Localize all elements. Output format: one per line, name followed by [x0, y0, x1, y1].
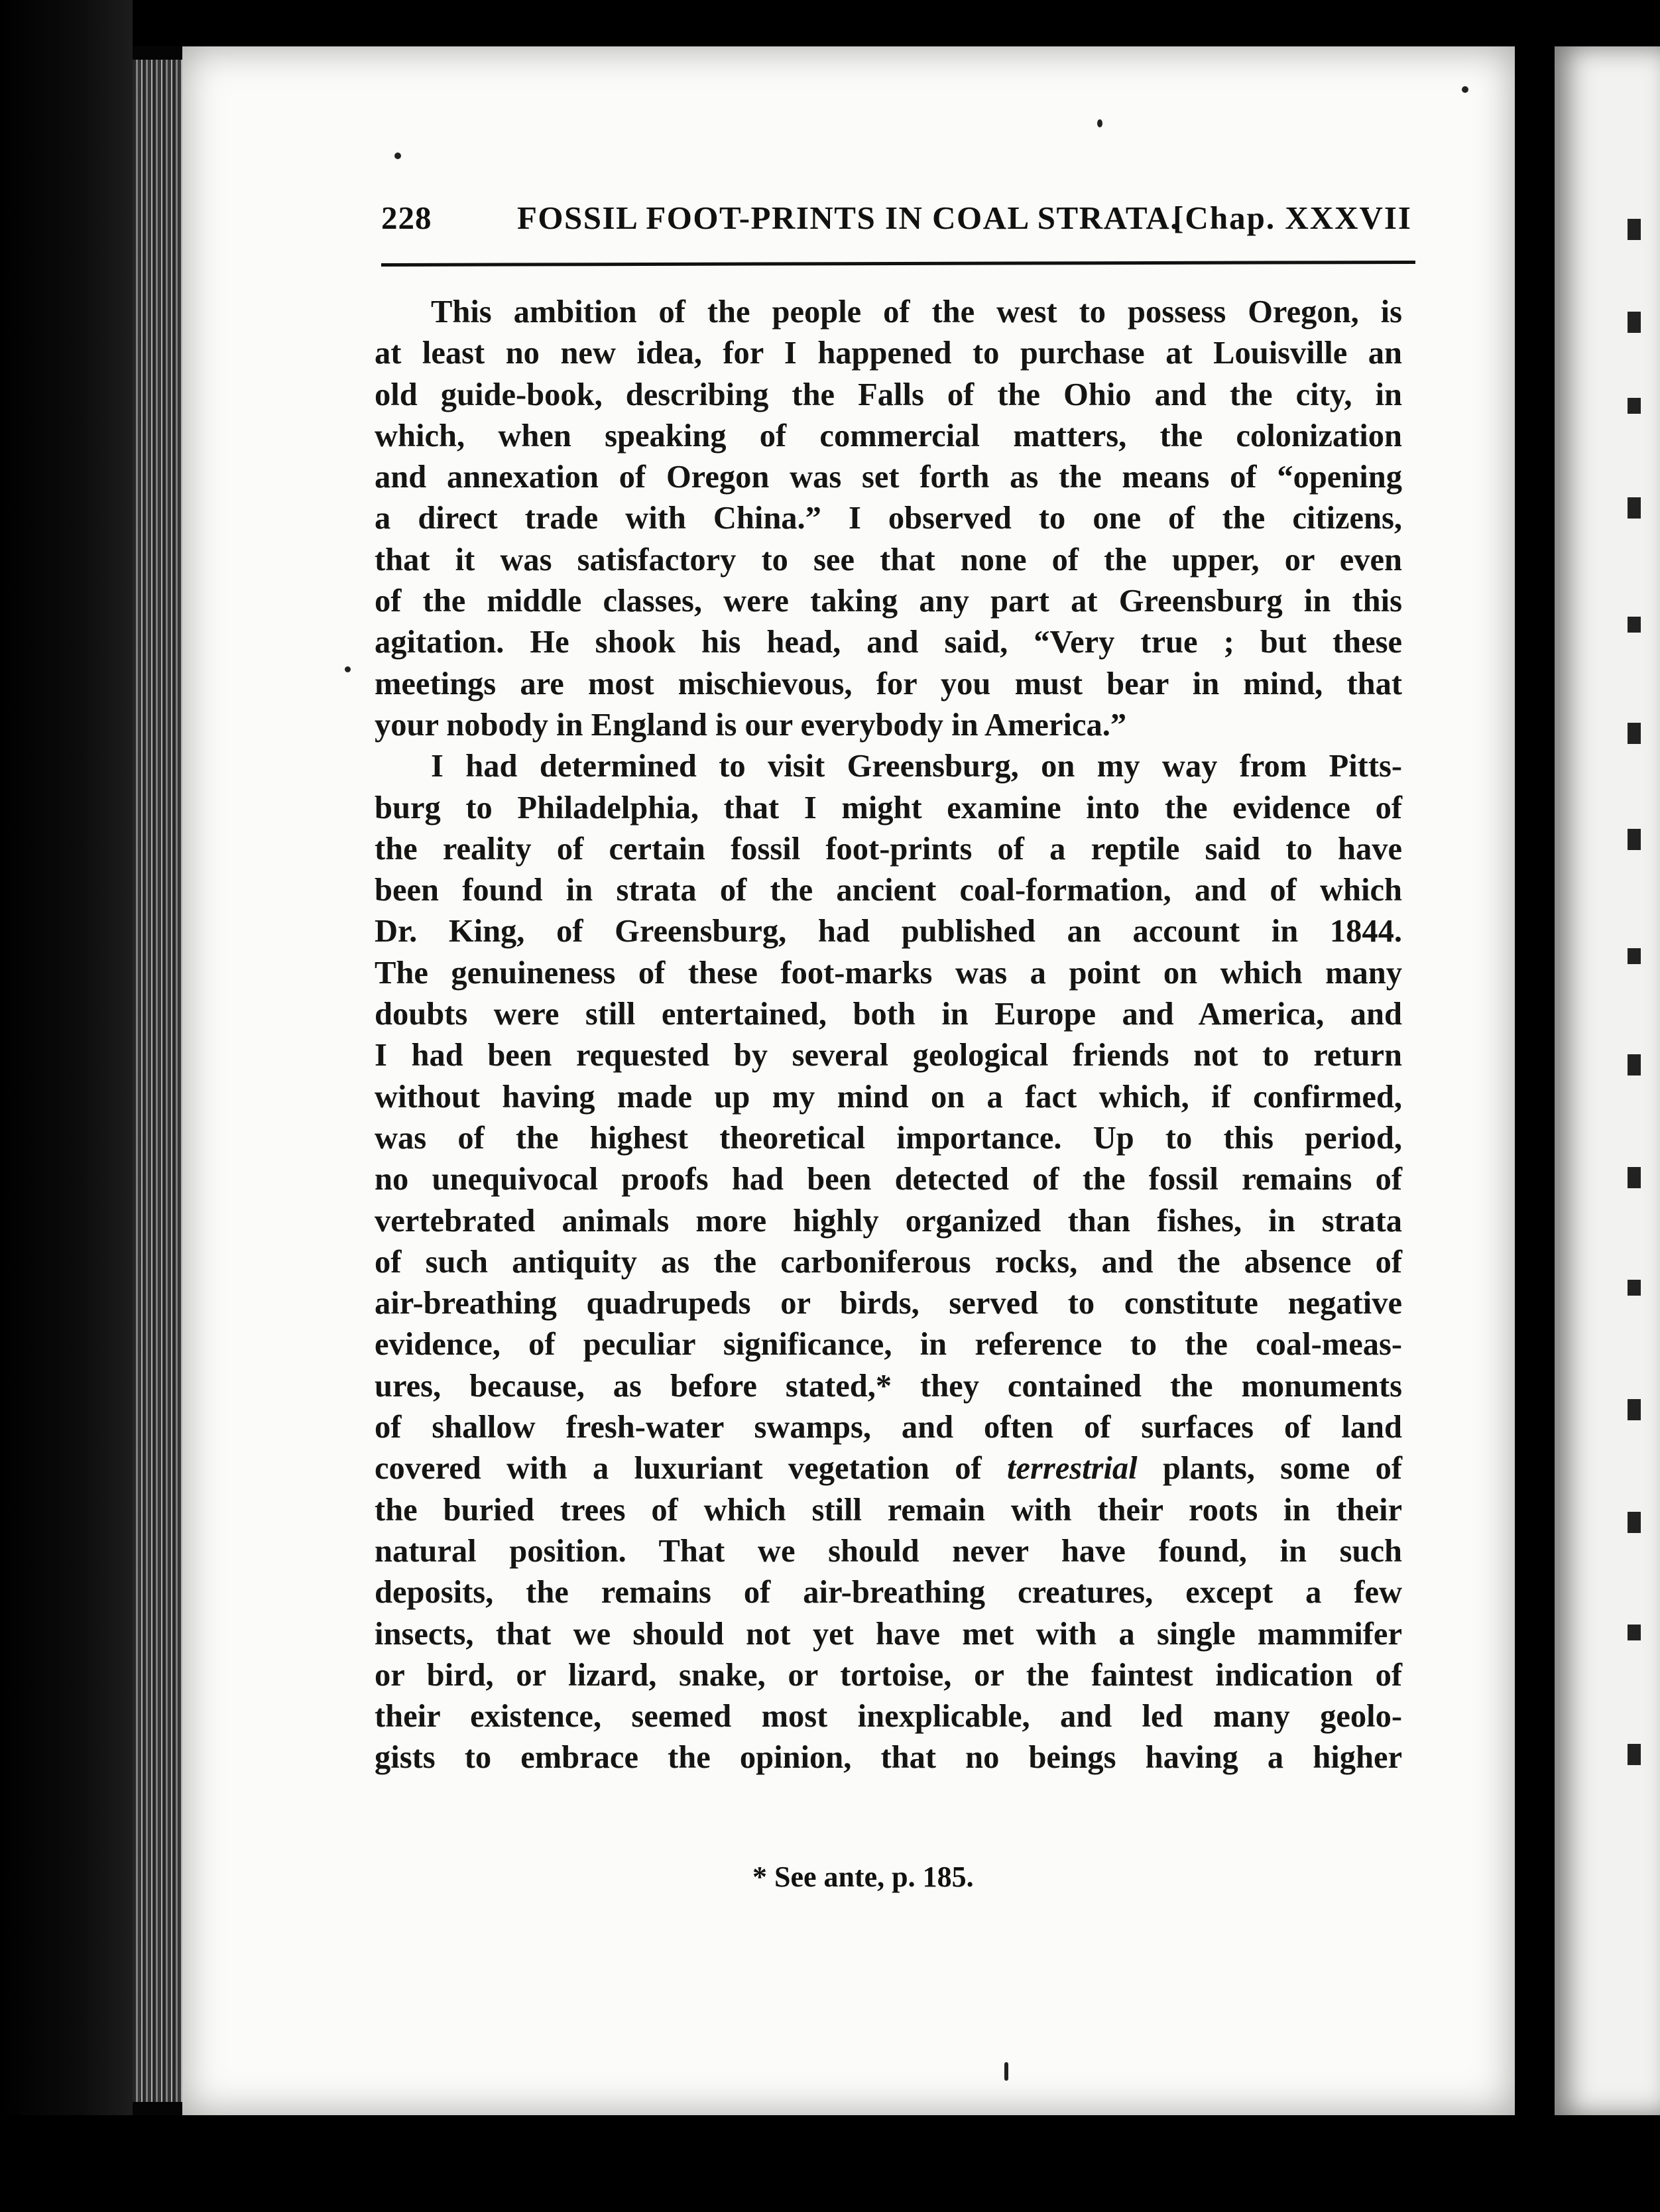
- text-line: that it was satisfactory to see that none of the upper, or even: [375, 542, 1402, 578]
- page-number: 228: [381, 200, 432, 236]
- text-line: air-breathing quadrupeds or birds, served to constitute negative: [375, 1286, 1402, 1321]
- running-header: [381, 199, 1412, 252]
- text-line: ures, because, as before stated,* they contained the monuments: [375, 1368, 1402, 1404]
- body-text: [375, 292, 1402, 1779]
- text-line: The genuineness of these foot-marks was a point on which many: [375, 955, 1402, 991]
- text-line: their existence, seemed most inexplicable, and led many geolo-: [375, 1699, 1402, 1735]
- text-line: Dr. King, of Greensburg, had published an account in 1844.: [375, 914, 1402, 950]
- text-line: This ambition of the people of the west to possess Oregon, is: [431, 294, 1402, 330]
- text-line: covered with a luxuriant vegetation of terrestrial plants, some of: [375, 1451, 1402, 1487]
- text-line: the buried trees of which still remain with their roots in their: [375, 1492, 1402, 1528]
- text-line: deposits, the remains of air-breathing creatures, except a few: [375, 1575, 1402, 1611]
- text-line: and annexation of Oregon was set forth as the means of “opening: [375, 460, 1402, 495]
- text-line: which, when speaking of commercial matters, the colonization: [375, 418, 1402, 454]
- text-line: your nobody in England is our everybody in America.”: [375, 707, 1127, 743]
- text-line: meetings are most mischievous, for you must bear in mind, that: [375, 666, 1402, 702]
- facing-page-letter-fragments: [1628, 219, 1654, 1876]
- text-line: at least no new idea, for I happened to purchase at Louisville an: [375, 336, 1402, 371]
- text-line: doubts were still entertained, both in Europe and America, and: [375, 997, 1402, 1032]
- film-border-bottom: [0, 2115, 1660, 2212]
- text-line: agitation. He shook his head, and said, “Very true ; but these: [375, 625, 1402, 660]
- text-line: natural position. That we should never have found, in such: [375, 1533, 1402, 1569]
- text-line: been found in strata of the ancient coal-formation, and of which: [375, 873, 1402, 908]
- text-line: vertebrated animals more highly organized than fishes, in strata: [375, 1203, 1402, 1239]
- footnote: * See ante, p. 185.: [752, 1861, 974, 1893]
- text-line: I had been requested by several geological friends not to return: [375, 1038, 1402, 1074]
- text-line: the reality of certain fossil foot-prints of a reptile said to have: [375, 831, 1402, 867]
- page-gutter: [1515, 0, 1555, 2212]
- text-line: gists to embrace the opinion, that no beings having a higher: [375, 1740, 1402, 1776]
- text-line: insects, that we should not yet have met with a single mammifer: [375, 1616, 1402, 1652]
- italic-word: terrestrial: [1006, 1451, 1138, 1487]
- text-line: of such antiquity as the carboniferous rocks, and the absence of: [375, 1244, 1402, 1280]
- text-line: of the middle classes, were taking any part at Greensburg in this: [375, 584, 1402, 619]
- film-border-top: [0, 0, 1660, 46]
- text-line: burg to Philadelphia, that I might examine into the evidence of: [375, 790, 1402, 826]
- chapter-label: [Chap. XXXVII: [1173, 200, 1412, 236]
- text-line: old guide-book, describing the Falls of the Ohio and the city, in: [375, 377, 1402, 412]
- text-line: no unequivocal proofs had been detected of the fossil remains of: [375, 1162, 1402, 1198]
- text-line: I had determined to visit Greensburg, on my way from Pitts-: [431, 749, 1402, 784]
- text-line: evidence, of peculiar significance, in reference to the coal-meas-: [375, 1327, 1402, 1363]
- text-line: was of the highest theoretical importance. Up to this period,: [375, 1120, 1402, 1156]
- text-line: a direct trade with China.” I observed to one of the citizens,: [375, 501, 1402, 536]
- text-line: without having made up my mind on a fact which, if confirmed,: [375, 1079, 1402, 1115]
- film-border-left: [0, 0, 133, 2212]
- book-spine-edges: [133, 60, 182, 2102]
- text-line: of shallow fresh-water swamps, and often of surfaces of land: [375, 1410, 1402, 1445]
- text-line: or bird, or lizard, snake, or tortoise, or the faintest indication of: [375, 1657, 1402, 1693]
- running-title: FOSSIL FOOT-PRINTS IN COAL STRATA.: [517, 200, 1180, 236]
